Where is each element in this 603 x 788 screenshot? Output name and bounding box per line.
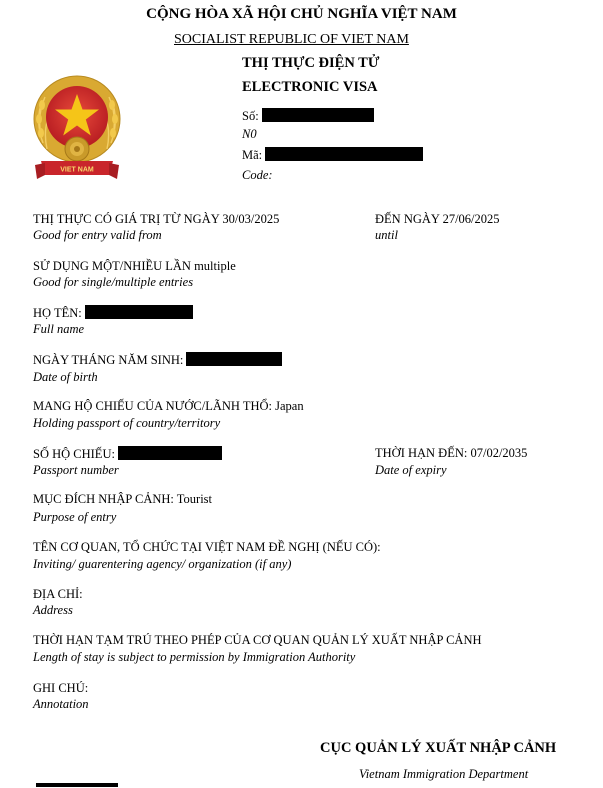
passport-country-en: Holding passport of country/territory bbox=[33, 416, 221, 430]
address-vi: ĐỊA CHỈ: bbox=[33, 587, 83, 601]
visa-number-label-en: N0 bbox=[242, 127, 257, 141]
visa-number-row bbox=[242, 108, 374, 124]
full-name-row bbox=[33, 305, 193, 321]
redacted-dob bbox=[186, 352, 282, 366]
passport-country-vi: MANG HỘ CHIẾU CỦA NƯỚC/LÃNH THỔ: Japan bbox=[33, 399, 304, 413]
until-vi: ĐẾN NGÀY 27/06/2025 bbox=[375, 212, 500, 226]
passport-number-row bbox=[33, 446, 222, 462]
redacted-visa-code bbox=[265, 147, 423, 161]
entries-en: Good for single/multiple entries bbox=[33, 275, 194, 289]
redacted-visa-number bbox=[262, 108, 374, 122]
emblem-banner-text: VIET NAM bbox=[60, 166, 94, 174]
valid-from-en: Good for entry valid from bbox=[33, 228, 162, 242]
note-vi: GHI CHÚ: bbox=[33, 681, 89, 695]
dob-en: Date of birth bbox=[33, 370, 98, 384]
stay-en: Length of stay is subject to permission by Immigration Authority bbox=[33, 650, 356, 664]
redacted-passport-number bbox=[118, 446, 222, 460]
redacted-full-name bbox=[85, 305, 193, 319]
visa-code-label: Mã: bbox=[242, 148, 263, 162]
valid-from-vi: THỊ THỰC CÓ GIÁ TRỊ TỪ NGÀY 30/03/2025 bbox=[33, 212, 280, 226]
national-emblem-icon bbox=[33, 75, 121, 191]
expiry-vi: THỜI HẠN ĐẾN: 07/02/2035 bbox=[375, 446, 528, 460]
full-name-en: Full name bbox=[33, 322, 85, 336]
until-en: until bbox=[375, 228, 398, 242]
expiry-en: Date of expiry bbox=[375, 463, 447, 477]
dob-row bbox=[33, 352, 282, 368]
full-name-label: HỌ TÊN: bbox=[33, 306, 82, 320]
country-subtitle: SOCIALIST REPUBLIC OF VIET NAM bbox=[174, 32, 409, 47]
note-en: Annotation bbox=[33, 697, 89, 711]
doc-title-vi: THỊ THỰC ĐIỆN TỬ bbox=[242, 55, 380, 71]
agency-en: Inviting/ guarentering agency/ organization (if any) bbox=[33, 557, 292, 571]
visa-code-row bbox=[242, 147, 423, 163]
agency-vi: TÊN CƠ QUAN, TỔ CHỨC TẠI VIỆT NAM ĐỀ NGHỊ (NẾU CÓ): bbox=[33, 540, 381, 554]
purpose-en: Purpose of entry bbox=[33, 510, 117, 524]
stay-vi: THỜI HẠN TẠM TRÚ THEO PHÉP CỦA CƠ QUAN QUẢN LÝ XUẤT NHẬP CẢNH bbox=[33, 633, 482, 647]
passport-number-en: Passport number bbox=[33, 463, 119, 477]
doc-title-en: ELECTRONIC VISA bbox=[242, 79, 378, 95]
dob-label: NGÀY THÁNG NĂM SINH: bbox=[33, 353, 184, 367]
department-en: Vietnam Immigration Department bbox=[359, 767, 529, 781]
visa-code-label-en: Code: bbox=[242, 168, 273, 182]
purpose-vi: MỤC ĐÍCH NHẬP CẢNH: Tourist bbox=[33, 492, 213, 506]
country-title: CỘNG HÒA XÃ HỘI CHỦ NGHĨA VIỆT NAM bbox=[146, 6, 457, 22]
passport-number-label: SỐ HỘ CHIẾU: bbox=[33, 447, 115, 461]
cropped-stamp-mark bbox=[36, 783, 118, 787]
department-vi: CỤC QUẢN LÝ XUẤT NHẬP CẢNH bbox=[320, 740, 557, 756]
entries-vi: SỬ DỤNG MỘT/NHIỀU LẦN multiple bbox=[33, 259, 236, 273]
visa-number-label: Số: bbox=[242, 109, 259, 123]
address-en: Address bbox=[33, 603, 73, 617]
